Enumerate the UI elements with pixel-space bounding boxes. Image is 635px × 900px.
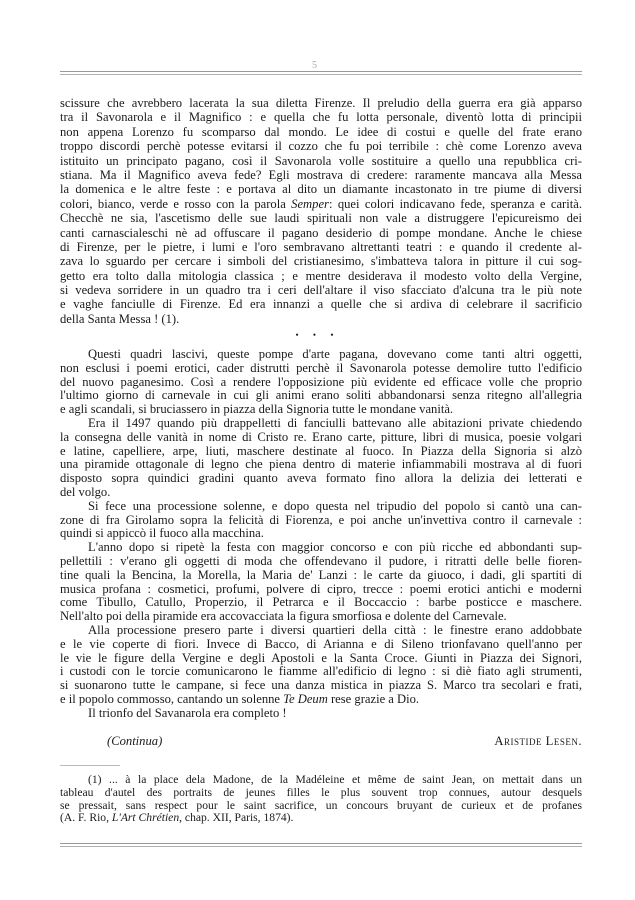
text-line: la consegna delle vanità in nome di Cristo re. Erano carte, pitture, libri di musica, poesie volgari (60, 429, 582, 444)
text-line: di Firenze, per le pietre, i lumi e l'oro sembravano altrettanti teatri : e quando il credente al- (60, 239, 582, 254)
text-line: e agli scandali, si bruciassero in piazza della Signoria tutte le mondane vanità. (60, 402, 454, 417)
text-line: Si fece una processione solenne, e dopo questa nel tripudio del popolo si cantò una can- (88, 498, 582, 513)
text-line: Checchè ne sia, l'ascetismo delle sue laudi spirituali non vale a distruggere l'epicureismo dei (60, 211, 582, 226)
text-line: del volgo. (60, 484, 111, 499)
text-line: una piramide ottagonale di legno che piena dentro di materie infiammabili mostrava al di fuori (60, 457, 582, 472)
text-line: quindi si appiccò il fuoco alla macchina. (60, 526, 264, 541)
footnote (60, 774, 582, 825)
text-line: l'ultimo giorno di carnevale in cui gli animi erano soliti abbandonarsi senza ritegno all'allegria (60, 388, 582, 403)
text-line: scissure che avrebbero lacerata la sua diletta Firenze. Il preludio della guerra era già apparso (60, 96, 582, 110)
text-segment: (A. F. Rio, (60, 811, 112, 825)
text-line: la domenica e le altre feste : e portava al dito un diamante incastonato in tre piume di diversi (60, 182, 582, 197)
paragraph (60, 624, 582, 707)
paragraph (60, 500, 582, 541)
text-line: e latine, capelliere, arpe, liuti, maschere destinate al fuoco. In Piazza della Signoria si alzò (60, 443, 582, 458)
text-line: pellettili : v'erano gli oggetti di moda che offendevano il pudore, i ritratti delle belle fioren- (60, 553, 582, 568)
italic-text: L'Art Chrétien (111, 811, 180, 825)
text-line: L'anno dopo si ripetè la festa con maggior concorso e con più ricche ed abbondanti sup- (88, 540, 582, 555)
text-line: non appena Lorenzo fu scomparso dal mondo. Le idee di costui e quelle del frate erano (60, 124, 582, 139)
text-line: i custodi con le torcie comunicarono le fiamme all'edificio di legno : si diè fiato agli strumenti, (60, 664, 582, 679)
text-line: getto era tolto dalla mitologia classica ; e mentre desiderava il modesto volto della Vergine, (60, 268, 582, 283)
text-line: zone di fra Girolamo sopra la felicità di Fiorenza, e poi anche un'invettiva contro il carnevale : (60, 512, 582, 527)
paragraph (60, 774, 582, 825)
author-name: Aristide Lesen. (494, 734, 582, 748)
text-line: e vaghe fanciulle di Firenze. Ed era innanzi a quelle che si ardiva di celebrare il sacrificio (60, 297, 582, 312)
text-line: si suonarono tutte le campane, si fece una danza mistica in piazza S. Marco tra secolari e frati, (60, 678, 582, 693)
text-segment: rese grazie a Dio. (327, 691, 420, 706)
text-line: del nuovo paganesimo. Così a rendere l'opposizione più evidente ed efficace volle che proprio (60, 374, 582, 389)
signature-line (60, 734, 582, 748)
text-line: musica profana : cosmetici, profumi, polvere di cipro, trecce : poemi erotici antichi e moderni (60, 581, 582, 596)
paragraph (60, 417, 582, 500)
body-text-part-1 (60, 96, 582, 326)
text-line: Era il 1497 quando più drappelletti di fanciulli battevano alle abitazioni private chiedendo (88, 415, 582, 430)
text-line: tableau d'autel des portraits de jeunes filles le plus souvent trop connues, autour desquels (60, 785, 582, 799)
footnote-rule (60, 765, 120, 766)
text-line: istituito un principato pagano, così il Savonarola volle sostituire a quello una repubblica cri- (60, 153, 582, 168)
section-separator: • • • (295, 330, 340, 340)
text-line: tra il Savonarola e il Magnifico : e quella che fu lotta personale, diventò lotta di principii (60, 110, 582, 125)
paragraph (60, 707, 582, 721)
text-line: tine quali la Bencina, la Morella, la Maria de' Lanzi : le carte da giuoco, i dadi, gli spartiti di (60, 567, 582, 582)
text-segment: , chap. XII, Paris, 1874). (179, 811, 294, 825)
continua-label: (Continua) (107, 734, 163, 748)
text-line: come Tibullo, Catullo, Properzio, il Petrarca e il Boccaccio : barbe posticce e maschere. (60, 595, 582, 610)
body-text-part-2 (60, 348, 582, 721)
paragraph (60, 96, 582, 326)
text-line: Alla processione presero parte i diversi quartieri della città : le finestre erano addobbate (88, 622, 582, 637)
text-line: canti carnascialeschi nè ad offuscare il pagano desiderio di pompe mondane. Anche le chiese (60, 225, 582, 240)
text-line: non esclusi i poemi erotici, cader distrutti perchè il Savonarola potesse demolire tutto l'edificio (60, 360, 582, 375)
text-line (60, 693, 582, 707)
paragraph (60, 541, 582, 624)
paragraph (60, 348, 582, 417)
footer-rule (60, 843, 582, 847)
text-line: disposto sopra quindici gradini quanto aveva formato fino allora la delizia dei letterati e (60, 471, 582, 486)
text-line: stiana. Ma il Magnifico aveva fede? Egli mostrava di credere: raramente mancava alla Messa (60, 167, 582, 182)
text-line: Il trionfo del Savanarola era completo ! (88, 705, 287, 720)
text-line: troppo discordi perchè potesse evitarsi il cozzo che fu poi terribile : chè come Lorenzo aveva (60, 139, 582, 154)
page-number: 5 (312, 60, 317, 71)
text-line: Questi quadri lascivi, queste pompe d'arte pagana, dovevano come tanti altri oggetti, (88, 347, 582, 361)
text-line: si vedeva sorridere in un quadro tra i ceri dell'altare il viso sfacciato d'alcuna tra le più note (60, 283, 582, 298)
italic-text: Te Deum (283, 691, 328, 706)
header-rule (60, 71, 582, 75)
text-line (60, 197, 582, 211)
text-line: e le vie coperte di fiori. Invece di Bacco, di Arianna e di Sileno trionfavano quell'anno per (60, 636, 582, 651)
text-line: della Santa Messa ! (1). (60, 311, 180, 326)
text-line: Nell'alto poi della piramide era accovacciata la figura smorfiosa e dolente del Carnevale. (60, 609, 507, 624)
text-line (60, 812, 582, 825)
italic-text: Semper (291, 196, 329, 211)
text-line: (1) ... à la place dela Madone, de la Madéleine et même de saint Jean, on mettait dans un (88, 773, 582, 786)
text-line: zava lo sguardo per cercare i simboli del cristianesimo, s'imbatteva talora in pitture il cui sog- (60, 254, 582, 269)
text-line: le vie le figure della Vergine e degli Apostoli e la Santa Croce. Giunti in Piazza dei Signori, (60, 650, 582, 665)
text-line: se pressait, sans respect pour le saint sacrifice, un concours bruyant de curieux et de profanes (60, 798, 582, 812)
text-segment: e il popolo commosso, cantando un solenne (60, 691, 284, 706)
text-segment: : quei colori indicavano fede, speranza e carità. (328, 196, 582, 211)
text-segment: colori, bianco, verde e rosso con la parola (60, 196, 292, 211)
